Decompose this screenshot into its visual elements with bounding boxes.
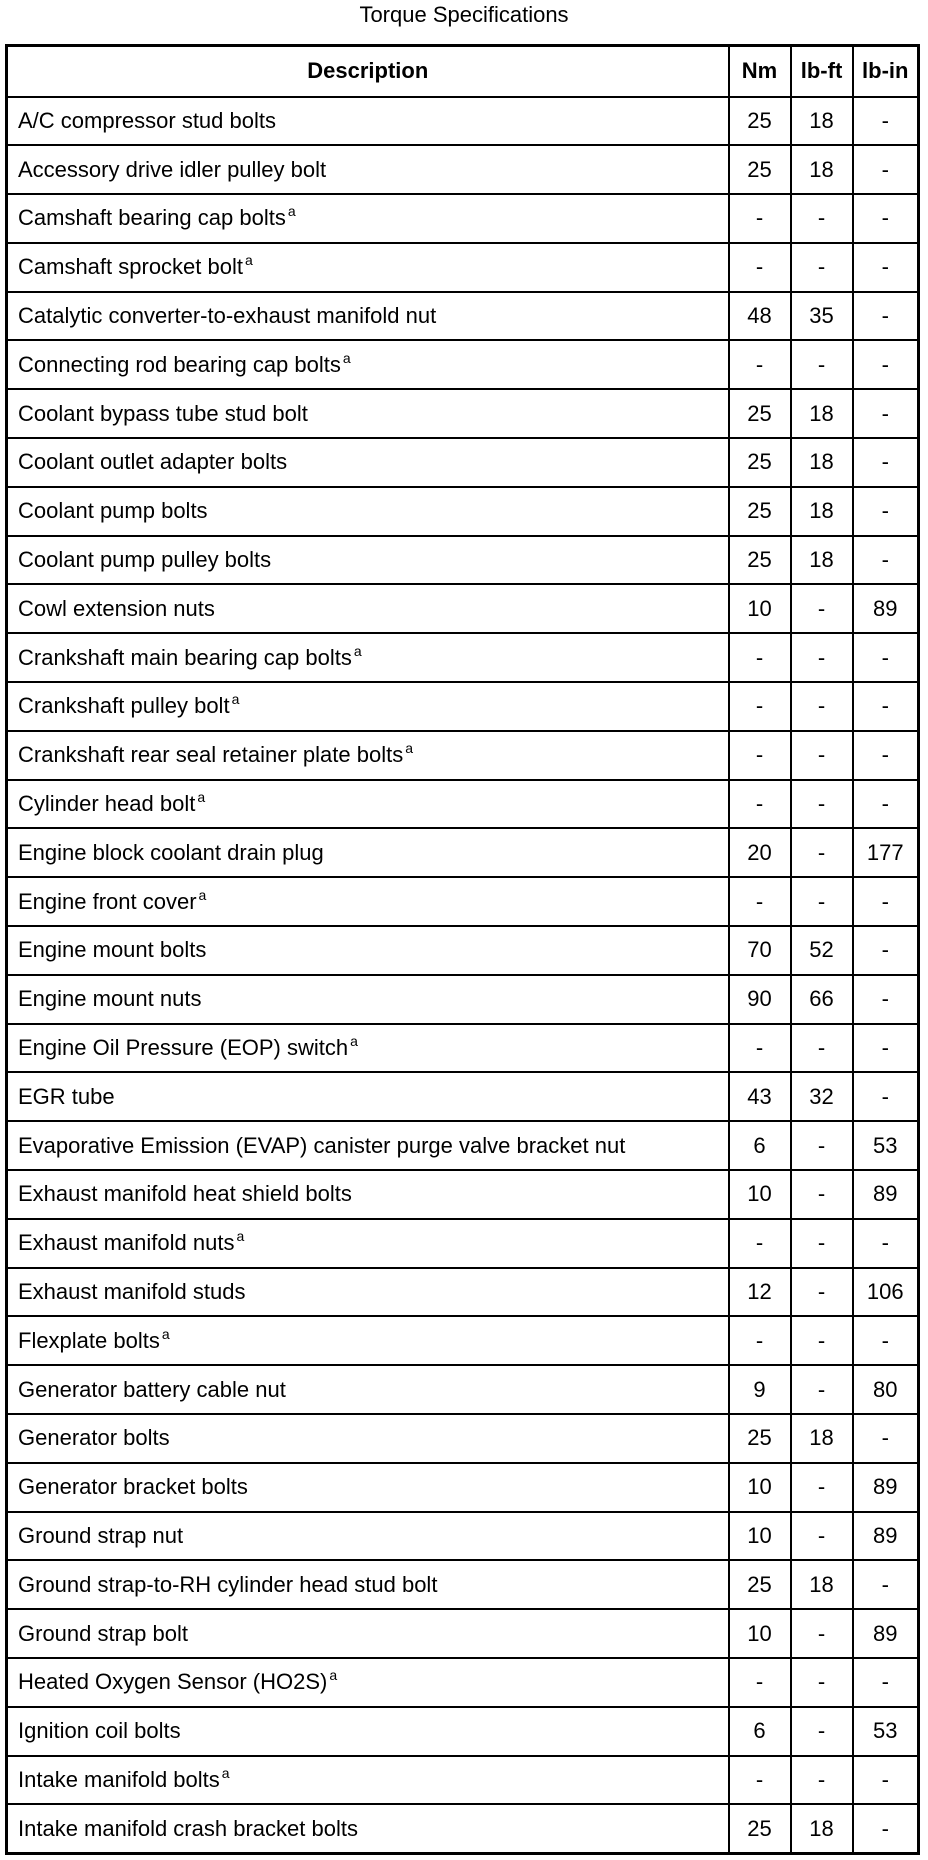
cell-lb-in: -: [853, 389, 919, 438]
cell-lb-in: -: [853, 780, 919, 829]
footnote-marker: a: [244, 252, 253, 269]
cell-lb-in: -: [853, 438, 919, 487]
cell-description: [7, 194, 729, 243]
cell-lb-in: 89: [853, 1512, 919, 1561]
cell-lb-ft: -: [791, 682, 853, 731]
description-text: Ground strap-to-RH cylinder head stud bolt: [18, 1571, 438, 1597]
cell-lb-ft: 18: [791, 145, 853, 194]
cell-description: [7, 536, 729, 585]
cell-lb-in: -: [853, 731, 919, 780]
cell-description: [7, 1024, 729, 1073]
description-text: Flexplate bolts: [18, 1327, 160, 1353]
cell-nm: 10: [729, 1609, 791, 1658]
table-row: [7, 194, 919, 243]
cell-lb-ft: -: [791, 1268, 853, 1317]
cell-nm: 48: [729, 292, 791, 341]
cell-nm: -: [729, 194, 791, 243]
cell-nm: 6: [729, 1121, 791, 1170]
table-row: [7, 1268, 919, 1317]
cell-lb-ft: -: [791, 1707, 853, 1756]
cell-description: [7, 1170, 729, 1219]
cell-lb-in: -: [853, 926, 919, 975]
cell-description: [7, 877, 729, 926]
description-text: Engine Oil Pressure (EOP) switch: [18, 1035, 349, 1061]
cell-nm: -: [729, 877, 791, 926]
table-row: [7, 1804, 919, 1853]
table-row: [7, 1316, 919, 1365]
cell-lb-ft: 52: [791, 926, 853, 975]
table-row: [7, 389, 919, 438]
cell-lb-ft: 18: [791, 438, 853, 487]
description-text: Exhaust manifold nuts: [18, 1230, 235, 1256]
cell-lb-in: -: [853, 1658, 919, 1707]
cell-lb-in: -: [853, 1316, 919, 1365]
cell-description: [7, 1804, 729, 1853]
description-text: Engine block coolant drain plug: [18, 839, 324, 865]
torque-spec-table: [5, 44, 920, 1855]
description-text: Generator battery cable nut: [18, 1376, 286, 1402]
cell-description: [7, 340, 729, 389]
footnote-marker: a: [197, 789, 206, 806]
cell-lb-ft: 35: [791, 292, 853, 341]
description-text: Intake manifold crash bracket bolts: [18, 1815, 358, 1841]
table-row: [7, 1609, 919, 1658]
cell-description: [7, 1268, 729, 1317]
footnote-marker: a: [236, 1228, 245, 1245]
table-row: [7, 1121, 919, 1170]
cell-description: [7, 1121, 729, 1170]
cell-description: [7, 292, 729, 341]
cell-lb-ft: -: [791, 828, 853, 877]
column-header-description: Description: [7, 46, 729, 97]
description-text: Ground strap bolt: [18, 1620, 188, 1646]
cell-description: [7, 1365, 729, 1414]
cell-nm: 70: [729, 926, 791, 975]
cell-nm: 10: [729, 1512, 791, 1561]
table-row: [7, 682, 919, 731]
footnote-marker: a: [221, 1764, 230, 1781]
cell-description: [7, 97, 729, 146]
cell-lb-in: 89: [853, 1463, 919, 1512]
cell-lb-ft: -: [791, 1024, 853, 1073]
cell-description: [7, 1316, 729, 1365]
cell-description: [7, 438, 729, 487]
cell-nm: -: [729, 340, 791, 389]
footnote-marker: a: [198, 886, 207, 903]
description-text: Catalytic converter-to-exhaust manifold nut: [18, 303, 437, 329]
cell-description: [7, 731, 729, 780]
cell-lb-in: -: [853, 1219, 919, 1268]
cell-lb-ft: -: [791, 633, 853, 682]
cell-lb-in: -: [853, 633, 919, 682]
table-row: [7, 1658, 919, 1707]
cell-description: [7, 926, 729, 975]
table-row: [7, 584, 919, 633]
cell-lb-ft: -: [791, 1316, 853, 1365]
description-text: Camshaft bearing cap bolts: [18, 205, 286, 231]
table-row: [7, 1463, 919, 1512]
description-text: EGR tube: [18, 1083, 115, 1109]
cell-lb-ft: -: [791, 584, 853, 633]
cell-description: [7, 1560, 729, 1609]
description-text: Coolant outlet adapter bolts: [18, 449, 288, 475]
table-header-row: [7, 46, 919, 97]
description-text: Crankshaft pulley bolt: [18, 693, 230, 719]
description-text: Crankshaft rear seal retainer plate bolts: [18, 742, 404, 768]
description-text: Engine mount nuts: [18, 986, 202, 1012]
cell-lb-ft: -: [791, 1219, 853, 1268]
cell-description: [7, 584, 729, 633]
cell-lb-ft: -: [791, 1658, 853, 1707]
cell-nm: 25: [729, 438, 791, 487]
cell-description: [7, 1756, 729, 1805]
cell-description: [7, 389, 729, 438]
description-text: Coolant pump pulley bolts: [18, 547, 272, 573]
footnote-marker: a: [287, 203, 296, 220]
cell-description: [7, 780, 729, 829]
description-text: Coolant bypass tube stud bolt: [18, 400, 308, 426]
cell-lb-in: -: [853, 194, 919, 243]
cell-nm: 12: [729, 1268, 791, 1317]
cell-lb-in: -: [853, 682, 919, 731]
footnote-marker: a: [342, 349, 351, 366]
description-text: Engine front cover: [18, 888, 197, 914]
cell-description: [7, 145, 729, 194]
table-row: [7, 1560, 919, 1609]
table-row: [7, 536, 919, 585]
description-text: Accessory drive idler pulley bolt: [18, 156, 327, 182]
footnote-marker: a: [161, 1325, 170, 1342]
cell-lb-ft: 18: [791, 1804, 853, 1853]
cell-nm: 20: [729, 828, 791, 877]
cell-lb-ft: 32: [791, 1072, 853, 1121]
cell-lb-in: 106: [853, 1268, 919, 1317]
description-text: Crankshaft main bearing cap bolts: [18, 644, 352, 670]
cell-nm: 6: [729, 1707, 791, 1756]
cell-description: [7, 1512, 729, 1561]
cell-lb-ft: 18: [791, 389, 853, 438]
cell-lb-ft: -: [791, 340, 853, 389]
footnote-marker: a: [405, 740, 413, 757]
cell-nm: 25: [729, 1414, 791, 1463]
cell-lb-in: -: [853, 487, 919, 536]
cell-lb-in: -: [853, 1560, 919, 1609]
table-row: [7, 1365, 919, 1414]
cell-lb-ft: 66: [791, 975, 853, 1024]
cell-lb-ft: -: [791, 1365, 853, 1414]
cell-lb-in: -: [853, 1804, 919, 1853]
cell-nm: -: [729, 1756, 791, 1805]
cell-description: [7, 1072, 729, 1121]
page-title: Torque Specifications: [359, 2, 569, 27]
column-header-lb-in: lb-in: [853, 46, 919, 97]
table-row: [7, 1756, 919, 1805]
description-text: Camshaft sprocket bolt: [18, 254, 243, 280]
table-row: [7, 340, 919, 389]
description-text: Heated Oxygen Sensor (HO2S): [18, 1669, 328, 1695]
cell-lb-in: 177: [853, 828, 919, 877]
table-row: [7, 877, 919, 926]
cell-lb-ft: -: [791, 780, 853, 829]
cell-nm: 10: [729, 1170, 791, 1219]
table-row: [7, 1072, 919, 1121]
description-text: Intake manifold bolts: [18, 1766, 220, 1792]
table-row: [7, 1024, 919, 1073]
table-row: [7, 828, 919, 877]
description-text: Cowl extension nuts: [18, 595, 215, 621]
cell-nm: 25: [729, 1560, 791, 1609]
cell-lb-ft: -: [791, 1463, 853, 1512]
cell-nm: 25: [729, 487, 791, 536]
cell-nm: -: [729, 1316, 791, 1365]
table-row: [7, 487, 919, 536]
description-text: Generator bracket bolts: [18, 1474, 248, 1500]
footnote-marker: a: [231, 691, 240, 708]
description-text: Exhaust manifold studs: [18, 1279, 246, 1305]
cell-nm: 25: [729, 536, 791, 585]
table-row: [7, 926, 919, 975]
cell-lb-ft: 18: [791, 487, 853, 536]
cell-lb-ft: -: [791, 1170, 853, 1219]
cell-nm: 43: [729, 1072, 791, 1121]
cell-description: [7, 828, 729, 877]
cell-lb-in: 89: [853, 1609, 919, 1658]
cell-nm: -: [729, 1024, 791, 1073]
cell-lb-in: -: [853, 1756, 919, 1805]
cell-lb-in: -: [853, 1414, 919, 1463]
footnote-marker: a: [353, 642, 362, 659]
table-row: [7, 1512, 919, 1561]
cell-lb-in: 89: [853, 584, 919, 633]
table-row: [7, 975, 919, 1024]
cell-nm: -: [729, 633, 791, 682]
cell-lb-ft: 18: [791, 1560, 853, 1609]
cell-nm: 25: [729, 1804, 791, 1853]
table-row: [7, 1414, 919, 1463]
cell-lb-ft: -: [791, 1609, 853, 1658]
description-text: Connecting rod bearing cap bolts: [18, 351, 341, 377]
cell-lb-ft: 18: [791, 97, 853, 146]
table-row: [7, 633, 919, 682]
description-text: Ignition coil bolts: [18, 1718, 181, 1744]
cell-lb-in: -: [853, 292, 919, 341]
column-header-nm: Nm: [729, 46, 791, 97]
table-row: [7, 1170, 919, 1219]
table-row: [7, 1219, 919, 1268]
description-text: Exhaust manifold heat shield bolts: [18, 1181, 352, 1207]
cell-nm: 10: [729, 1463, 791, 1512]
cell-description: [7, 1414, 729, 1463]
cell-lb-in: 53: [853, 1121, 919, 1170]
cell-lb-in: -: [853, 1072, 919, 1121]
description-text: Evaporative Emission (EVAP) canister purge valve bracket nut: [18, 1132, 626, 1158]
cell-lb-in: -: [853, 1024, 919, 1073]
cell-lb-ft: -: [791, 194, 853, 243]
cell-lb-in: -: [853, 536, 919, 585]
description-text: Generator bolts: [18, 1425, 170, 1451]
cell-lb-in: -: [853, 97, 919, 146]
cell-description: [7, 243, 729, 292]
table-row: [7, 243, 919, 292]
cell-lb-ft: -: [791, 731, 853, 780]
description-text: Ground strap nut: [18, 1523, 184, 1548]
description-text: Engine mount bolts: [18, 937, 207, 963]
cell-nm: 25: [729, 145, 791, 194]
cell-description: [7, 682, 729, 731]
table-row: [7, 1707, 919, 1756]
cell-nm: -: [729, 243, 791, 292]
table-row: [7, 780, 919, 829]
column-header-lb-ft: lb-ft: [791, 46, 853, 97]
cell-lb-ft: -: [791, 1121, 853, 1170]
cell-description: [7, 487, 729, 536]
cell-description: [7, 1463, 729, 1512]
cell-nm: 90: [729, 975, 791, 1024]
footnote-marker: a: [350, 1033, 358, 1050]
cell-lb-in: -: [853, 975, 919, 1024]
description-text: Coolant pump bolts: [18, 498, 208, 524]
cell-lb-in: -: [853, 340, 919, 389]
cell-lb-in: -: [853, 243, 919, 292]
cell-lb-ft: -: [791, 243, 853, 292]
cell-description: [7, 1707, 729, 1756]
cell-nm: 25: [729, 97, 791, 146]
cell-description: [7, 633, 729, 682]
table-row: [7, 438, 919, 487]
cell-lb-ft: -: [791, 877, 853, 926]
table-row: [7, 145, 919, 194]
description-text: A/C compressor stud bolts: [18, 107, 276, 133]
cell-description: [7, 1658, 729, 1707]
cell-lb-ft: -: [791, 1512, 853, 1561]
cell-description: [7, 1609, 729, 1658]
cell-lb-in: -: [853, 145, 919, 194]
cell-lb-in: 89: [853, 1170, 919, 1219]
cell-description: [7, 975, 729, 1024]
cell-lb-in: -: [853, 877, 919, 926]
cell-nm: 25: [729, 389, 791, 438]
cell-nm: 9: [729, 1365, 791, 1414]
cell-nm: 10: [729, 584, 791, 633]
cell-lb-in: 80: [853, 1365, 919, 1414]
cell-description: [7, 1219, 729, 1268]
table-row: [7, 292, 919, 341]
cell-nm: -: [729, 731, 791, 780]
footnote-marker: a: [329, 1667, 338, 1684]
description-text: Cylinder head bolt: [18, 791, 196, 817]
table-row: [7, 97, 919, 146]
cell-nm: -: [729, 1658, 791, 1707]
cell-nm: -: [729, 1219, 791, 1268]
cell-lb-ft: 18: [791, 536, 853, 585]
cell-nm: -: [729, 780, 791, 829]
cell-lb-ft: -: [791, 1756, 853, 1805]
cell-nm: -: [729, 682, 791, 731]
cell-lb-in: 53: [853, 1707, 919, 1756]
cell-lb-ft: 18: [791, 1414, 853, 1463]
table-row: [7, 731, 919, 780]
table-body: [7, 97, 919, 1854]
